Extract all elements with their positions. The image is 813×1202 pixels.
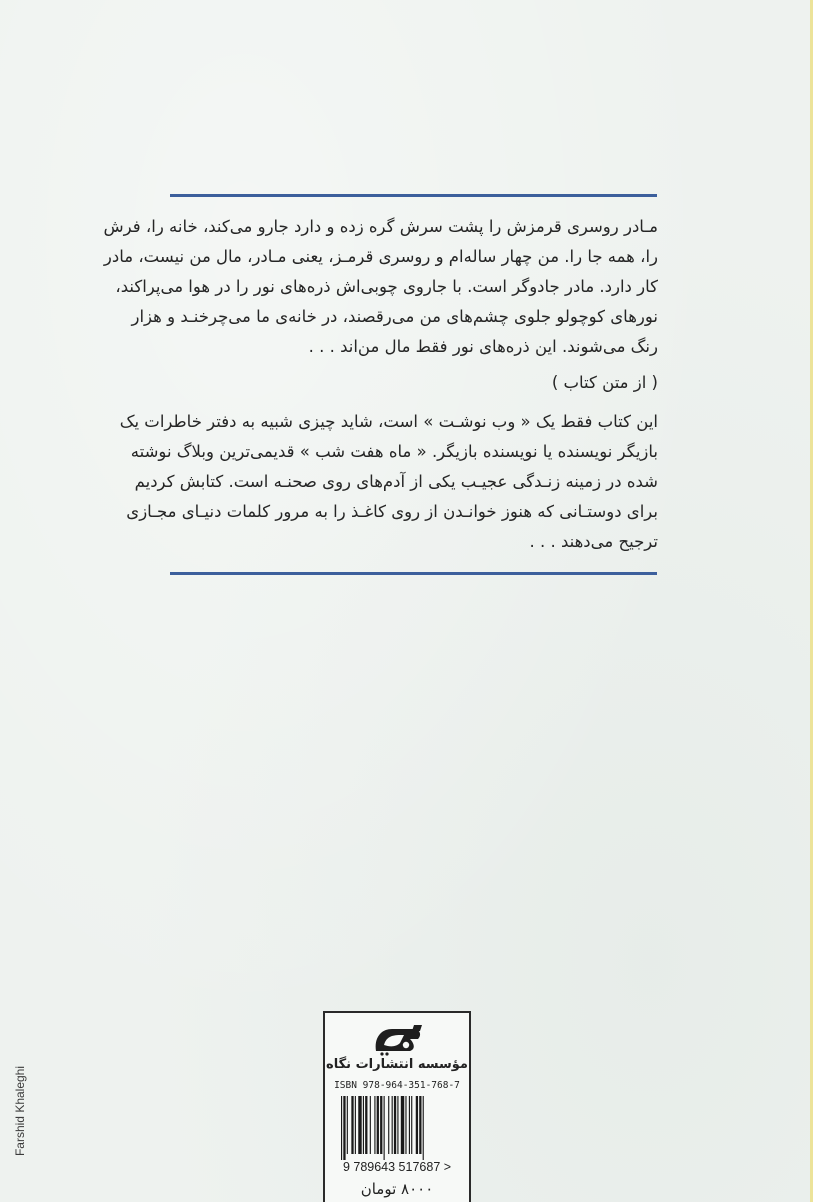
barcode-bar — [423, 1096, 424, 1160]
barcode-bar — [392, 1096, 393, 1154]
excerpt-line: کار دارد. مادر جادوگر است. با جاروی چوبی‌اش ذره‌های نور را در هوا می‌پراکند، — [115, 277, 658, 296]
barcode-bar — [416, 1096, 418, 1154]
excerpt-source — [150, 368, 658, 398]
barcode-bar — [365, 1096, 367, 1154]
barcode-bar — [411, 1096, 412, 1154]
designer-credit: Farshid Khaleghi — [13, 1065, 27, 1157]
excerpt-line: مـادر روسری قرمزش را پشت سرش گره زده و دارد جارو می‌کند، خانه را، فرش — [103, 217, 658, 236]
barcode-bar — [374, 1096, 375, 1154]
barcode-bar — [363, 1096, 364, 1154]
excerpt-line: نورهای کوچولو جلوی چشم‌های من می‌رقصند، در خانه‌ی ما می‌چرخنـد و هزار — [131, 307, 658, 326]
about-line: برای دوستـانی که هنوز خوانـدن از روی کاغـذ را به مرور کلمات دنیـای مجـازی — [126, 502, 658, 521]
isbn-barcode — [339, 1096, 455, 1160]
barcode-panel — [323, 1011, 471, 1202]
barcode-digits: 9 789643 517687 > — [342, 1160, 452, 1174]
isbn-label: ISBN 978-964-351-768-7 — [334, 1080, 460, 1091]
barcode-bar — [347, 1096, 348, 1154]
excerpt-line: رنگ می‌شوند. این ذره‌های نور فقط مال من‌اند . . . — [308, 337, 658, 356]
barcode-bar — [341, 1096, 342, 1160]
bottom-divider — [170, 572, 657, 575]
barcode-bar — [397, 1096, 398, 1154]
about-line: ترجیح می‌دهند . . . — [529, 532, 658, 551]
barcode-bar — [355, 1096, 356, 1154]
barcode-bar — [380, 1096, 382, 1154]
top-divider — [170, 194, 657, 197]
excerpt-line: را، همه جا را. من چهار ساله‌ام و روسری قرمـز، یعنی مـادر، مال من نیست، مادر — [103, 247, 658, 266]
barcode-bar — [388, 1096, 389, 1154]
barcode-bar — [409, 1096, 410, 1154]
publisher-name: مؤسسه انتشارات نگاه — [326, 1057, 468, 1072]
excerpt-source-label: ( از متن کتاب ) — [551, 373, 658, 392]
barcode-bar — [419, 1096, 421, 1154]
barcode-bar — [351, 1096, 353, 1154]
barcode-bar — [370, 1096, 371, 1154]
barcode-bar — [377, 1096, 379, 1154]
barcode-bar — [384, 1096, 385, 1160]
about-line: بازیگر نویسنده یا نویسنده بازیگر. « ماه هفت شب » قدیمی‌ترین وبلاگ نوشته — [130, 442, 658, 461]
price-label: ۸۰۰۰ تومان — [360, 1180, 434, 1198]
barcode-bar — [343, 1096, 345, 1160]
barcode-bar — [358, 1096, 361, 1154]
about-line: شده در زمینه زنـدگی عجیـب یکی از آدم‌های روی صحنـه است. کتابش کردیم — [134, 472, 658, 491]
about-line: این کتاب فقط یک « وب نوشـت » است، شاید چیزی شبیه به دفتر خاطرات یک — [119, 412, 658, 431]
publisher-logo — [370, 1021, 426, 1057]
excerpt-paragraph — [103, 212, 658, 362]
about-paragraph — [119, 407, 658, 557]
barcode-bar — [401, 1096, 404, 1154]
barcode-bar — [394, 1096, 396, 1154]
barcode-bar — [405, 1096, 406, 1154]
